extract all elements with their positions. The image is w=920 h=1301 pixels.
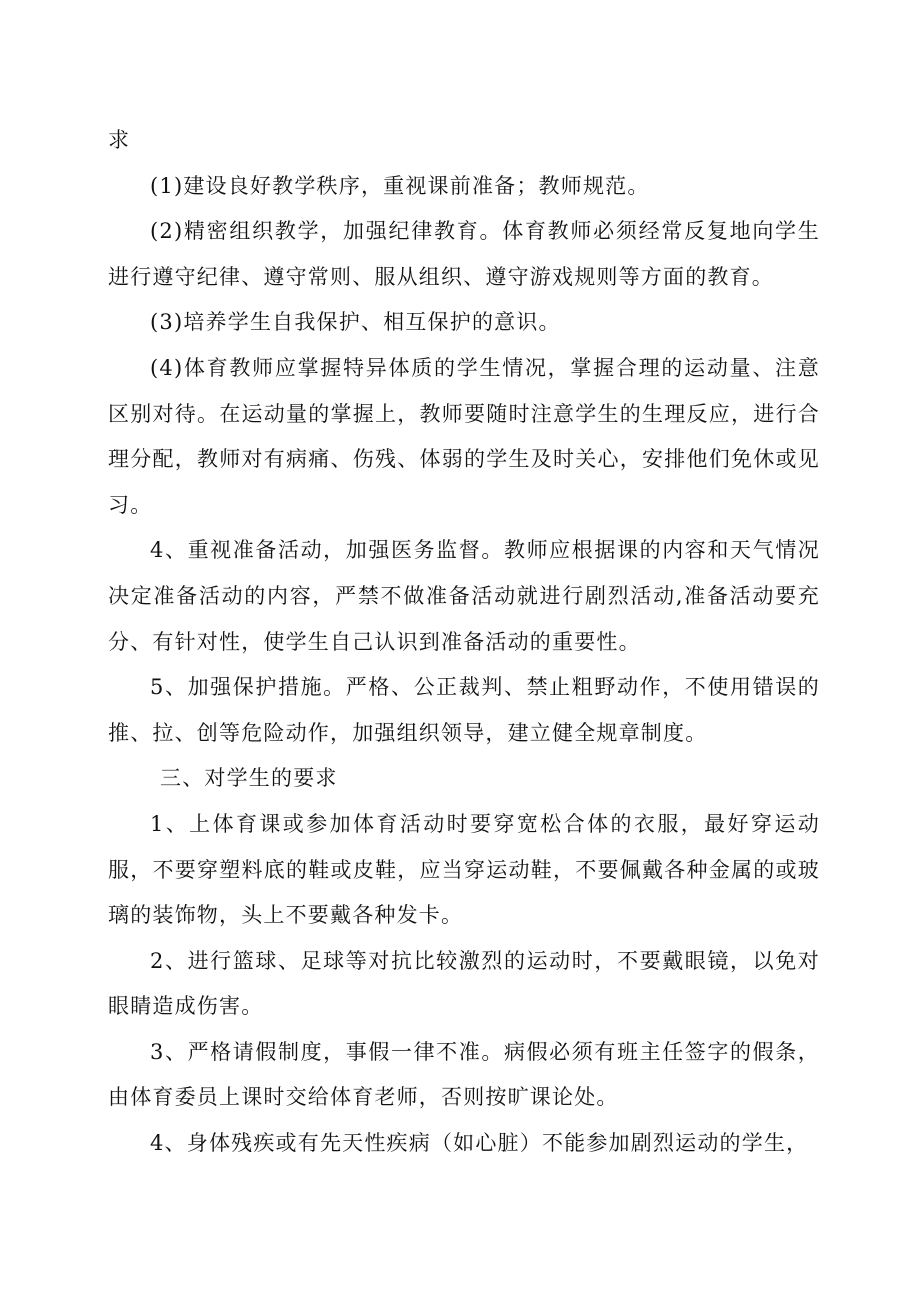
paragraph-student-3: 3、严格请假制度，事假一律不准。病假必须有班主任签字的假条，由体育委员上课时交给体育老师，否则按旷课论处。 (108, 1039, 820, 1110)
document-page (108, 118, 820, 1167)
paragraph-item-4: (4)体育教师应掌握特异体质的学生情况，掌握合理的运动量、注意区别对待。在运动量的掌握上，教师要随时注意学生的生理反应，进行合理分配，教师对有病痛、伤残、体弱的学生及时关心，安排他们免休或见习。 (108, 355, 820, 517)
paragraph-continuation: 求 (108, 128, 131, 152)
paragraph-item-3: (3)培养学生自我保护、相互保护的意识。 (150, 310, 561, 335)
paragraph-section-4: 4、重视准备活动，加强医务监督。教师应根据课的内容和天气情况决定准备活动的内容，严禁不做准备活动就进行剧烈活动,准备活动要充分、有针对性，使学生自己认识到准备活动的重要性。 (108, 538, 820, 654)
paragraph-student-2: 2、进行篮球、足球等对抗比较激烈的运动时，不要戴眼镜，以免对眼睛造成伤害。 (108, 948, 820, 1019)
section-heading-student-requirements: 三、对学生的要求 (160, 766, 338, 791)
paragraph-student-4: 4、身体残疾或有先天性疾病（如心脏）不能参加剧烈运动的学生， (150, 1131, 809, 1156)
paragraph-item-2: (2)精密组织教学，加强纪律教育。体育教师必须经常反复地向学生进行遵守纪律、遵守常则、服从组织、遵守游戏规则等方面的教育。 (108, 219, 820, 289)
paragraph-student-1: 1、上体育课或参加体育活动时要穿宽松合体的衣服，最好穿运动服，不要穿塑料底的鞋或皮鞋，应当穿运动鞋，不要佩戴各种金属的或玻璃的装饰物，头上不要戴各种发卡。 (108, 811, 820, 928)
paragraph-item-1: (1)建设良好教学秩序，重视课前准备；教师规范。 (150, 173, 650, 198)
paragraph-section-5: 5、加强保护措施。严格、公正裁判、禁止粗野动作，不使用错误的推、拉、创等危险动作，加强组织领导，建立健全规章制度。 (108, 675, 820, 745)
